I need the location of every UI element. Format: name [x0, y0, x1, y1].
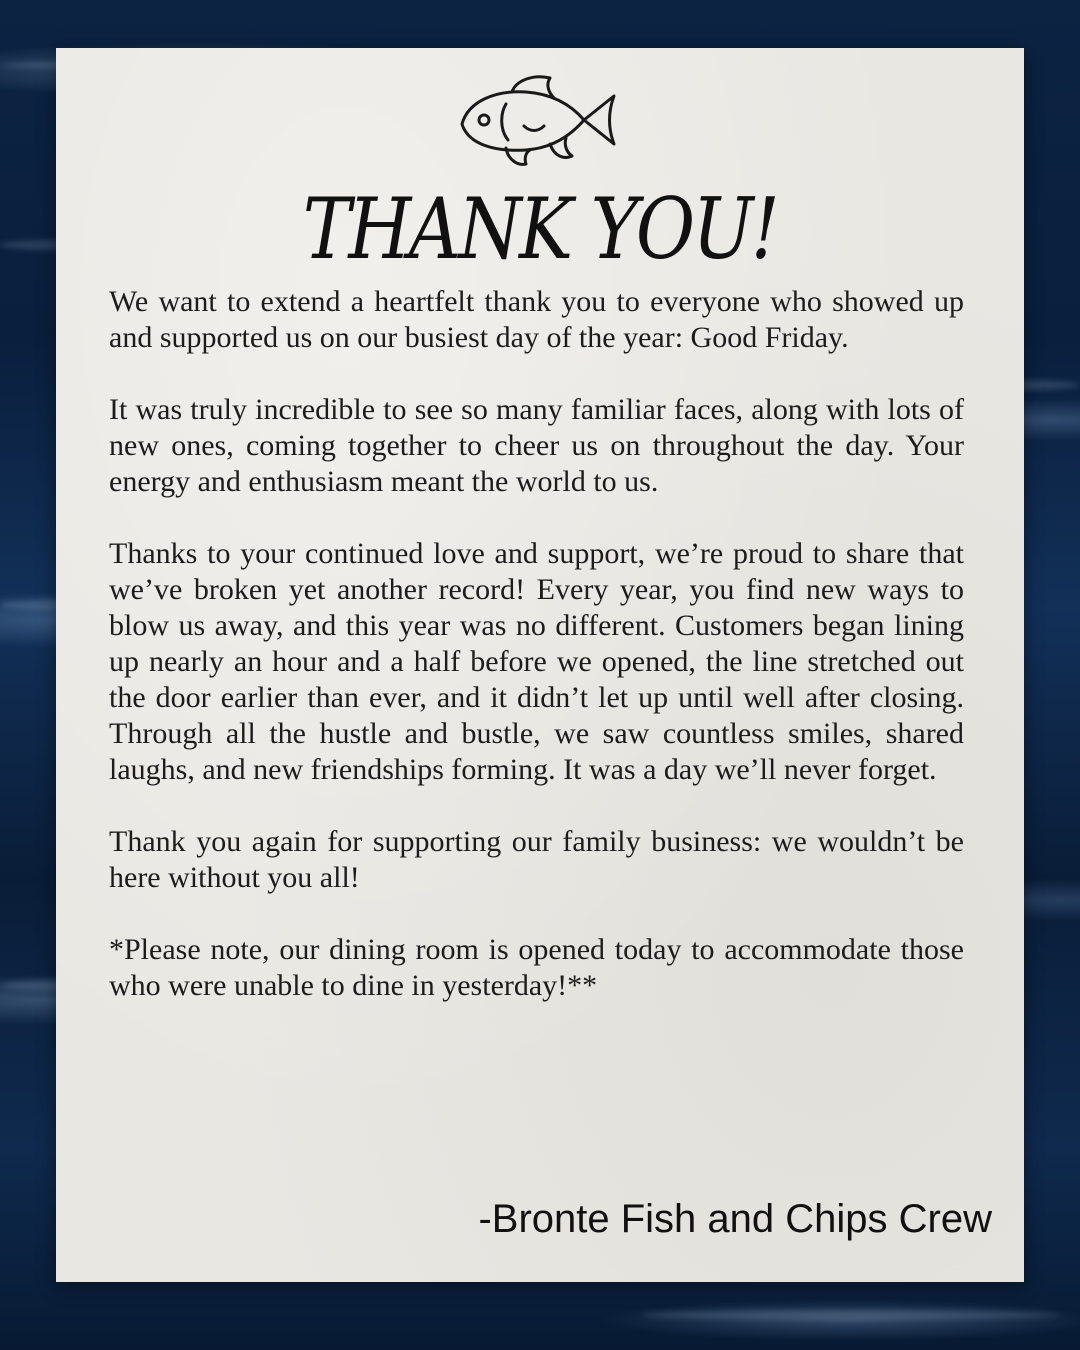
- paragraph-dining-note: *Please note, our dining room is opened today to accommodate those who were unable to dine in yesterday!**: [109, 933, 964, 1002]
- paragraph-family-business: Thank you again for supporting our family business: we wouldn’t be here without you all!: [109, 825, 964, 894]
- message-body: [109, 284, 964, 1004]
- paragraph-record: Thanks to your continued love and support, we’re proud to share that we’ve broken yet another record! Every year, you find new ways to blow us away, and this year was no different. Customers began lining up nearly an hour and a half before we opened, the line stretched out the door earlier than ever, and it didn’t let up until well after closing. Through all the hustle and bustle, we saw countless smiles, shared laughs, and new friendships forming. It was a day we’ll never forget.: [109, 537, 964, 786]
- page-title: THANK YOU!: [302, 180, 778, 278]
- paragraph-faces: It was truly incredible to see so many familiar faces, along with lots of new ones, coming together to cheer us on throughout the day. Your energy and enthusiasm meant the world to us.: [109, 393, 964, 498]
- paragraph-thanks: We want to extend a heartfelt thank you to everyone who showed up and supported us on our busiest day of the year: Good Friday.: [109, 285, 964, 354]
- water-ripple: [640, 1310, 1060, 1320]
- fish-icon: [454, 72, 626, 172]
- signature: -Bronte Fish and Chips Crew: [478, 1197, 992, 1241]
